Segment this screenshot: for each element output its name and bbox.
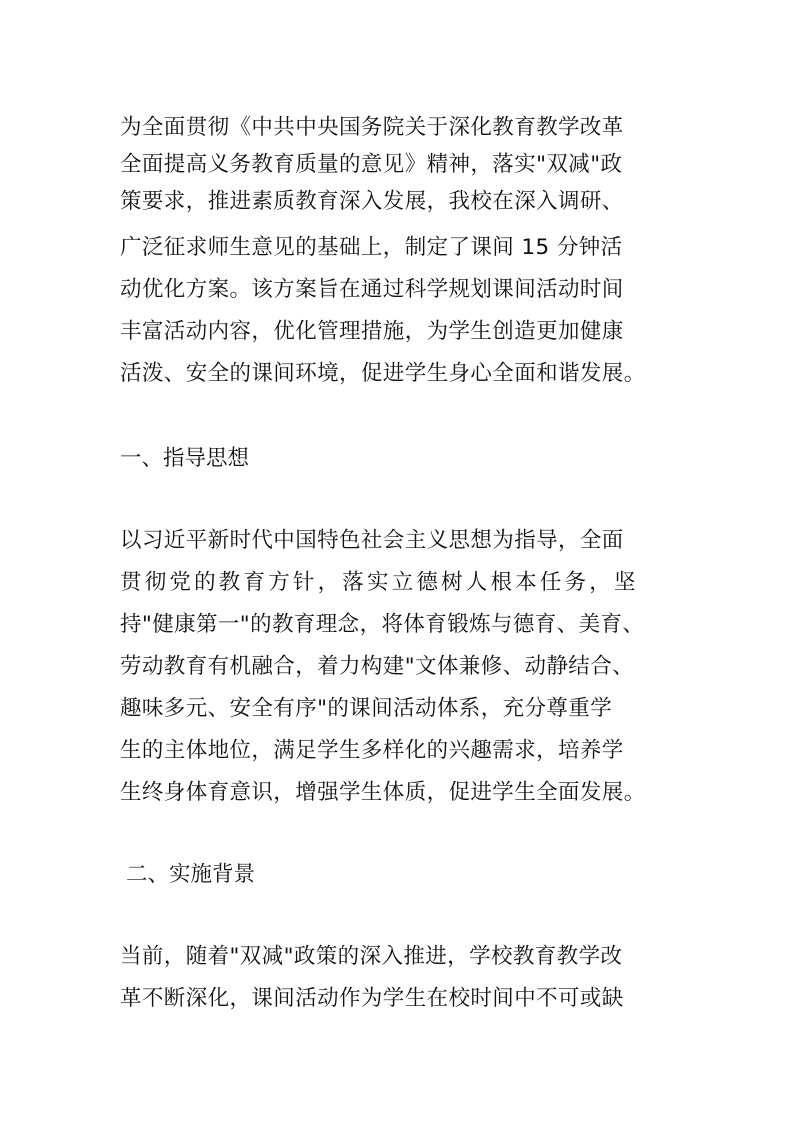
paragraph-line: 全面提高义务教育质量的意见》精神，落实"双减"政	[120, 152, 623, 177]
paragraph-line: 以习近平新时代中国特色社会主义思想为指导，全面	[120, 528, 624, 553]
section-heading-background: 二、实施背景	[126, 862, 256, 887]
paragraph-line: 活泼、安全的课间环境，促进学生身心全面和谐发展。	[120, 361, 646, 386]
paragraph-line: 当前，随着"双减"政策的深入推进，学校教育教学改	[120, 944, 623, 969]
paragraph-line: 革不断深化，课间活动作为学生在校时间中不可或缺	[120, 986, 624, 1011]
paragraph-line: 趣味多元、安全有序"的课间活动体系，充分尊重学	[120, 696, 613, 721]
paragraph-line: 贯彻党的教育方针，落实立德树人根本任务，坚	[120, 570, 639, 595]
paragraph-line: 生的主体地位，满足学生多样化的兴趣需求，培养学	[120, 738, 624, 763]
paragraph-line: 丰富活动内容，优化管理措施，为学生创造更加健康	[120, 319, 624, 344]
paragraph-line: 生终身体育意识，增强学生体质，促进学生全面发展。	[120, 780, 646, 805]
paragraph-line: 策要求，推进素质教育深入发展，我校在深入调研、	[120, 189, 624, 214]
paragraph-line: 劳动教育有机融合，着力构建"文体兼修、动静结合、	[120, 654, 634, 679]
paragraph-line: 动优化方案。该方案旨在通过科学规划课间活动时间	[120, 277, 624, 302]
paragraph-line: 持"健康第一"的教育理念，将体育锻炼与德育、美育、	[120, 612, 645, 637]
section-heading-guiding-ideology: 一、指导思想	[120, 446, 250, 471]
paragraph-line: 为全面贯彻《中共中央国务院关于深化教育教学改革	[120, 115, 624, 140]
paragraph-line: 广泛征求师生意见的基础上，制定了课间 15 分钟活	[120, 235, 623, 260]
